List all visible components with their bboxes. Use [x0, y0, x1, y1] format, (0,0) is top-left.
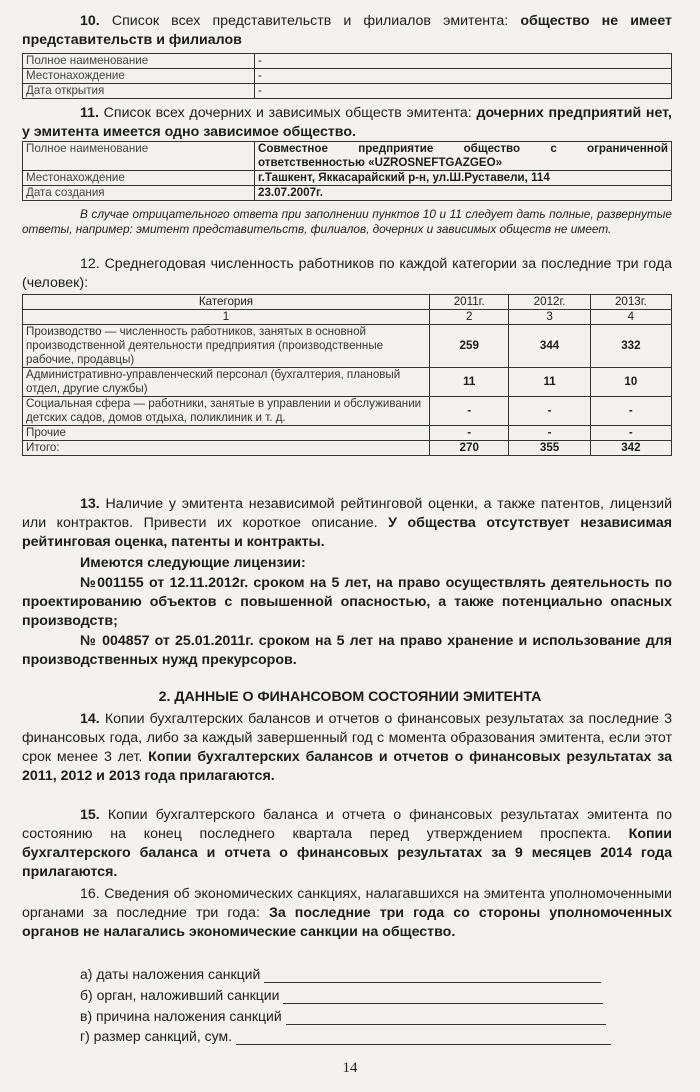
employees-table — [22, 294, 672, 456]
table-cell-2013: 332 — [590, 325, 671, 368]
table-total-row — [23, 441, 672, 456]
table-cell-value: - — [255, 84, 672, 99]
item-15-text: Копии бухгалтерского баланса и отчета о финансовых результатах эмитента по состоянию на конец последнего квартала перед утверждением проспекта. — [22, 807, 672, 842]
table-cell-label: Местонахождение — [23, 69, 255, 84]
table-cell-label: Дата открытия — [23, 84, 255, 99]
table-cell-category: Административно-управленческий персонал (бухгалтерия, плановый отдел, другие службы) — [23, 368, 430, 397]
item-13-number: 13. — [80, 496, 100, 512]
table-cell-2013: 10 — [590, 368, 671, 397]
item-16-number: 16. — [80, 886, 100, 902]
license-2: № 004857 от 25.01.2011г. сроком на 5 лет на право хранение и использование для производственных нужд прекурсоров. — [22, 633, 672, 668]
table-row — [23, 171, 672, 186]
table-cell-value: - — [255, 54, 672, 69]
table-row — [23, 69, 672, 84]
item-12-number: 12. — [80, 256, 100, 272]
sanction-line-c: в) причина наложения санкций — [80, 1007, 606, 1025]
table-cell-2012: 355 — [509, 441, 590, 456]
table-cell-2011: - — [430, 397, 509, 426]
table-subheader-cell: 2 — [430, 310, 509, 325]
license-1: №001155 от 12.11.2012г. сроком на 5 лет, на право осуществлять деятельность по проектированию объектов с повышенной опасностью, а также потенциально опасных производств; — [22, 575, 672, 629]
table-row — [23, 142, 672, 171]
table-cell-2012: - — [509, 426, 590, 441]
sanction-line-d: г) размер санкций, сум. — [80, 1027, 611, 1045]
item-10-answer: общество не имеет представительств и филиалов — [22, 13, 672, 48]
licenses-header: Имеются следующие лицензии: — [80, 555, 306, 571]
item-15-number: 15. — [80, 807, 100, 823]
item-14-answer: Копии бухгалтерских балансов и отчетов о финансовых результатах за 2011, 2012 и 2013 года прилагаются. — [22, 749, 672, 784]
table-cell-2012: 11 — [509, 368, 590, 397]
item-10-paragraph — [22, 12, 672, 50]
table-cell-label: Полное наименование — [23, 54, 255, 69]
item-12-paragraph — [22, 255, 672, 293]
table-cell-label: Дата создания — [23, 186, 255, 201]
item-13-paragraph — [22, 495, 672, 552]
table-cell-2013: - — [590, 397, 671, 426]
table-row — [23, 368, 672, 397]
table-cell-category: Социальная сфера — работники, занятые в управлении и обслуживании детских садов, домов отдыха, поликлиник и т. д. — [23, 397, 430, 426]
table-header-2013: 2013г. — [590, 295, 671, 310]
table-cell-2012: - — [509, 397, 590, 426]
item-13-text: Наличие у эмитента независимой рейтинговой оценки, а также патентов, лицензий или контрактов. Привести их короткое описание. — [22, 496, 672, 531]
table-cell-category: Прочие — [23, 426, 430, 441]
table-row — [23, 54, 672, 69]
item-15-paragraph — [22, 806, 672, 882]
table-cell-2011: 11 — [430, 368, 509, 397]
table-cell-value: г.Ташкент, Яккасарайский р-н, ул.Ш.Руставели, 114 — [255, 171, 672, 186]
item-14-paragraph — [22, 710, 672, 786]
table-row — [23, 426, 672, 441]
blank-line — [236, 1030, 611, 1045]
table-row — [23, 397, 672, 426]
table-subheader-row — [23, 310, 672, 325]
table-cell-2013: - — [590, 426, 671, 441]
item-14-number: 14. — [80, 711, 100, 727]
item-12-text: Среднегодовая численность работников по каждой категории за последние три года (человек): — [22, 256, 672, 291]
table-header-2011: 2011г. — [430, 295, 509, 310]
table-cell-category: Производство — численность работников, занятых в основной производственной деятельности предприятия (производственные рабочие, продавцы) — [23, 325, 430, 368]
item-10-number: 10. — [80, 13, 100, 29]
table-cell-2012: 344 — [509, 325, 590, 368]
table-cell-2013: 342 — [590, 441, 671, 456]
item-11-answer: дочерних предприятий нет, у эмитента имеется одно зависимое общество. — [22, 105, 673, 140]
table-subheader-cell: 4 — [590, 310, 671, 325]
item-14-text: Копии бухгалтерских балансов и отчетов о финансовых результатах за последние 3 финансовых года, либо за каждый завершенный год с момента образования эмитента, если этот срок менее 3 лет. — [22, 711, 672, 765]
table-cell-value: Совместное предприятие общество с ограниченной ответственностью «UZROSNEFTGAZGEO» — [255, 142, 672, 171]
item-10-text: Список всех представительств и филиалов эмитента: — [111, 13, 509, 29]
table-cell-2011: 259 — [430, 325, 509, 368]
item-16-answer: За последние три года со стороны уполномоченных органов не налагались экономические санкции на общество. — [22, 905, 672, 940]
table-header-2012: 2012г. — [509, 295, 590, 310]
table-row — [23, 84, 672, 99]
table-row — [23, 325, 672, 368]
table-cell-2011: - — [430, 426, 509, 441]
section-2-title: 2. ДАННЫЕ О ФИНАНСОВОМ СОСТОЯНИИ ЭМИТЕНТА — [158, 689, 542, 705]
item-15-answer: Копии бухгалтерского баланса и отчета о финансовых результатах за 9 месяцев 2014 года прилагаются. — [22, 826, 672, 880]
sanction-line-b: б) орган, наложивший санкции — [80, 986, 603, 1004]
table-subheader-cell: 1 — [23, 310, 430, 325]
table-cell-2011: 270 — [430, 441, 509, 456]
blank-line — [264, 968, 601, 983]
item-11-number: 11. — [80, 105, 99, 121]
table-header-category: Категория — [23, 295, 430, 310]
table-row — [23, 186, 672, 201]
table-header-row — [23, 295, 672, 310]
table-cell-label: Полное наименование — [23, 142, 255, 171]
sanction-line-a: а) даты наложения санкций — [80, 965, 601, 983]
table-cell-category: Итого: — [23, 441, 430, 456]
blank-line — [286, 1010, 606, 1025]
item-16-text: Сведения об экономических санкциях, налагавшихся на эмитента уполномоченными органами за последние три года: — [22, 886, 672, 921]
table-cell-value: - — [255, 69, 672, 84]
page-number: 14 — [342, 1060, 358, 1076]
item-11-text: Список всех дочерних и зависимых обществ эмитента: — [103, 105, 472, 121]
item-13-answer: У общества отсутствует независимая рейтинговая оценка, патенты и контракты. — [22, 515, 672, 550]
branches-table — [22, 53, 672, 99]
subsidiaries-table — [22, 141, 672, 201]
table-cell-value: 23.07.2007г. — [255, 186, 672, 201]
item-16-paragraph — [22, 885, 672, 942]
table-cell-label: Местонахождение — [23, 171, 255, 186]
item-11-note: В случае отрицательного ответа при заполнении пунктов 10 и 11 следует дать полные, развернутые ответы, например: эмитент представительств, филиалов, дочерних и зависимых обществ не имеет. — [22, 207, 672, 236]
item-11-paragraph — [22, 104, 672, 142]
table-subheader-cell: 3 — [509, 310, 590, 325]
blank-line — [283, 989, 603, 1004]
